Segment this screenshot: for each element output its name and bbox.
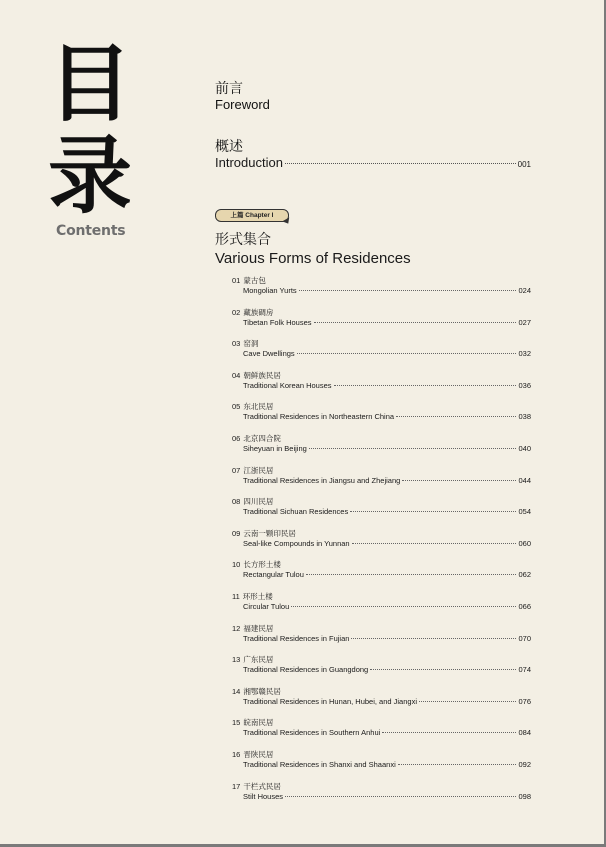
overview-en: Introduction — [215, 155, 283, 170]
toc-item[interactable] — [232, 749, 531, 781]
toc-item-number: 17 — [232, 781, 241, 791]
toc-item-cn: 朝鲜族民居 — [243, 370, 281, 380]
toc-item[interactable] — [232, 465, 531, 497]
toc-item-cn-line — [232, 338, 531, 349]
toc-item-cn: 北京四合院 — [243, 433, 281, 443]
toc-item-en: Traditional Residences in Hunan, Hubei, and Jiangxi — [243, 696, 417, 706]
toc-item-cn: 窑洞 — [243, 339, 259, 349]
dot-leader — [350, 511, 516, 512]
toc-item-cn-line — [232, 275, 531, 286]
toc-title-en: Contents — [56, 223, 126, 239]
toc-item-number: 02 — [232, 307, 241, 317]
toc-item-cn-line — [232, 717, 531, 728]
toc-item-page: 036 — [518, 380, 531, 390]
toc-item-page: 060 — [518, 538, 531, 548]
toc-item-cn-line — [232, 465, 531, 476]
toc-item-cn-line — [232, 591, 531, 602]
overview-entry[interactable] — [215, 155, 531, 170]
dot-leader — [382, 732, 516, 733]
toc-item-cn-line — [232, 749, 531, 760]
toc-list — [232, 275, 531, 812]
toc-item-en: Traditional Residences in Jiangsu and Zhejiang — [243, 475, 401, 485]
toc-item-number: 05 — [232, 402, 241, 412]
toc-item-cn-line — [232, 401, 531, 412]
toc-item-page: 024 — [518, 286, 531, 295]
toc-item-page: 032 — [518, 349, 531, 359]
toc-item-page: 044 — [518, 475, 531, 485]
toc-item-en-line — [232, 728, 531, 741]
toc-item-en-line — [232, 665, 531, 678]
toc-item-number: 11 — [232, 591, 240, 601]
dot-leader — [370, 669, 516, 670]
toc-item-en: Traditional Residences in Southern Anhui — [243, 728, 381, 738]
toc-item-cn: 长方形土楼 — [243, 560, 281, 570]
toc-item-number: 08 — [232, 497, 241, 507]
toc-item-en: Traditional Korean Houses — [243, 380, 332, 390]
toc-item-page: 070 — [518, 633, 531, 643]
preface-en[interactable]: Foreword — [215, 97, 270, 112]
toc-item-number: 09 — [232, 528, 241, 538]
toc-item-en-line — [232, 381, 531, 394]
toc-item-cn: 四川民居 — [243, 497, 274, 507]
toc-item-cn: 福建民居 — [243, 623, 274, 633]
toc-title — [40, 35, 140, 225]
toc-item-en-line — [232, 507, 531, 520]
toc-item-en: Tibetan Folk Houses — [243, 317, 312, 327]
dot-leader — [334, 385, 517, 386]
overview-cn: 概述 — [215, 139, 243, 155]
toc-item-page: 040 — [518, 443, 531, 453]
dot-leader — [306, 574, 517, 575]
toc-item-cn-line — [232, 559, 531, 570]
toc-item-cn-line — [232, 307, 531, 318]
toc-title-char-1: 目 — [47, 35, 132, 133]
toc-item-cn: 皖南民居 — [243, 718, 274, 728]
toc-item-en: Stilt Houses — [243, 791, 284, 801]
toc-item-page: 066 — [518, 601, 531, 611]
toc-item-cn-line — [232, 623, 531, 634]
dot-leader — [396, 416, 516, 417]
toc-item-page: 027 — [518, 317, 531, 327]
toc-item[interactable] — [232, 496, 531, 528]
toc-item-en: Traditional Sichuan Residences — [243, 507, 349, 517]
chapter-badge: 上篇 Chapter I — [215, 209, 289, 222]
toc-item-cn: 藏族碉房 — [243, 307, 274, 317]
toc-item[interactable] — [232, 275, 531, 307]
toc-item-en: Siheyuan in Beijing — [243, 443, 307, 453]
toc-item-page: 038 — [518, 412, 531, 422]
toc-item-number: 16 — [232, 749, 241, 759]
toc-item-cn: 广东民居 — [243, 655, 274, 665]
toc-item-number: 15 — [232, 718, 241, 728]
dot-leader — [419, 701, 516, 702]
toc-item[interactable] — [232, 307, 531, 339]
toc-item-number: 03 — [232, 339, 241, 349]
toc-item[interactable] — [232, 338, 531, 370]
dot-leader — [285, 796, 516, 797]
dot-leader — [352, 543, 517, 544]
dot-leader — [299, 290, 517, 291]
dot-leader — [402, 480, 516, 481]
toc-item[interactable] — [232, 433, 531, 465]
toc-item[interactable] — [232, 623, 531, 655]
toc-item-number: 10 — [232, 560, 241, 570]
toc-item-cn-line — [232, 370, 531, 381]
toc-item-en: Circular Tulou — [243, 601, 290, 611]
toc-item-cn-line — [232, 528, 531, 539]
toc-item-cn: 蒙古包 — [243, 276, 266, 285]
dot-leader — [351, 638, 516, 639]
dot-leader — [291, 606, 516, 607]
overview-page: 001 — [517, 160, 531, 169]
toc-item-en: Traditional Residences in Shanxi and Shaanxi — [243, 759, 396, 769]
preface-cn: 前言 — [215, 81, 243, 97]
toc-item-en: Traditional Residences in Fujian — [243, 633, 350, 643]
toc-title-char-2: 录 — [47, 127, 132, 225]
toc-item-page: 098 — [518, 791, 531, 801]
toc-item-en-line — [232, 697, 531, 710]
toc-item-number: 06 — [232, 433, 241, 443]
toc-item-en: Rectangular Tulou — [243, 570, 304, 580]
toc-item-en-line — [232, 444, 531, 457]
toc-item-en-line — [232, 286, 531, 299]
toc-item-page: 076 — [518, 696, 531, 706]
chapter-title-en: Various Forms of Residences — [215, 250, 411, 267]
toc-item-page: 074 — [518, 665, 531, 675]
toc-item-en: Traditional Residences in Guangdong — [243, 665, 369, 675]
toc-item-cn: 环形土楼 — [242, 591, 273, 601]
toc-item[interactable] — [232, 591, 531, 623]
toc-item-en: Cave Dwellings — [243, 349, 295, 359]
toc-item[interactable] — [232, 781, 531, 813]
toc-item-cn-line — [232, 654, 531, 665]
toc-item-number: 13 — [232, 655, 241, 665]
toc-item-en-line — [232, 602, 531, 615]
toc-item[interactable] — [232, 528, 531, 560]
toc-item[interactable] — [232, 559, 531, 591]
chapter-title-cn: 形式集合 — [215, 232, 271, 248]
toc-item-en-line — [232, 539, 531, 552]
toc-item-cn: 云南一颗印民居 — [243, 528, 296, 538]
toc-item-en-line — [232, 318, 531, 331]
toc-item-page: 062 — [518, 570, 531, 580]
toc-item-cn: 东北民居 — [243, 402, 274, 412]
toc-item[interactable] — [232, 686, 531, 718]
toc-item-cn-line — [232, 496, 531, 507]
toc-item-en-line — [232, 760, 531, 773]
toc-item[interactable] — [232, 401, 531, 433]
toc-item-cn: 干栏式民居 — [243, 781, 281, 791]
toc-item-page: 084 — [518, 728, 531, 738]
dot-leader — [309, 448, 517, 449]
toc-item-number: 14 — [232, 686, 241, 696]
toc-item-cn-line — [232, 686, 531, 697]
toc-item-en-line — [232, 634, 531, 647]
toc-item-page: 092 — [518, 759, 531, 769]
toc-item-en-line — [232, 792, 531, 805]
toc-item-en-line — [232, 476, 531, 489]
toc-item-cn: 江浙民居 — [243, 465, 274, 475]
toc-item-number: 04 — [232, 370, 241, 380]
toc-item[interactable] — [232, 717, 531, 749]
dot-leader — [297, 353, 517, 354]
toc-item-en-line — [232, 570, 531, 583]
toc-item-cn: 湘鄂赣民居 — [243, 686, 281, 696]
dot-leader — [314, 322, 517, 323]
toc-item-cn-line — [232, 433, 531, 444]
dot-leader — [398, 764, 517, 765]
dot-leader — [285, 163, 516, 164]
toc-item-en: Mongolian Yurts — [243, 286, 297, 295]
toc-item-cn: 晋陕民居 — [243, 749, 274, 759]
toc-item-en-line — [232, 412, 531, 425]
toc-item[interactable] — [232, 654, 531, 686]
toc-item-en-line — [232, 349, 531, 362]
toc-item-number: 12 — [232, 623, 241, 633]
toc-item-page: 054 — [518, 507, 531, 517]
toc-item[interactable] — [232, 370, 531, 402]
toc-item-en: Traditional Residences in Northeastern China — [243, 412, 395, 422]
toc-item-cn-line — [232, 781, 531, 792]
toc-item-number: 01 — [232, 276, 241, 285]
toc-item-en: Seal-like Compounds in Yunnan — [243, 538, 350, 548]
toc-item-number: 07 — [232, 465, 241, 475]
